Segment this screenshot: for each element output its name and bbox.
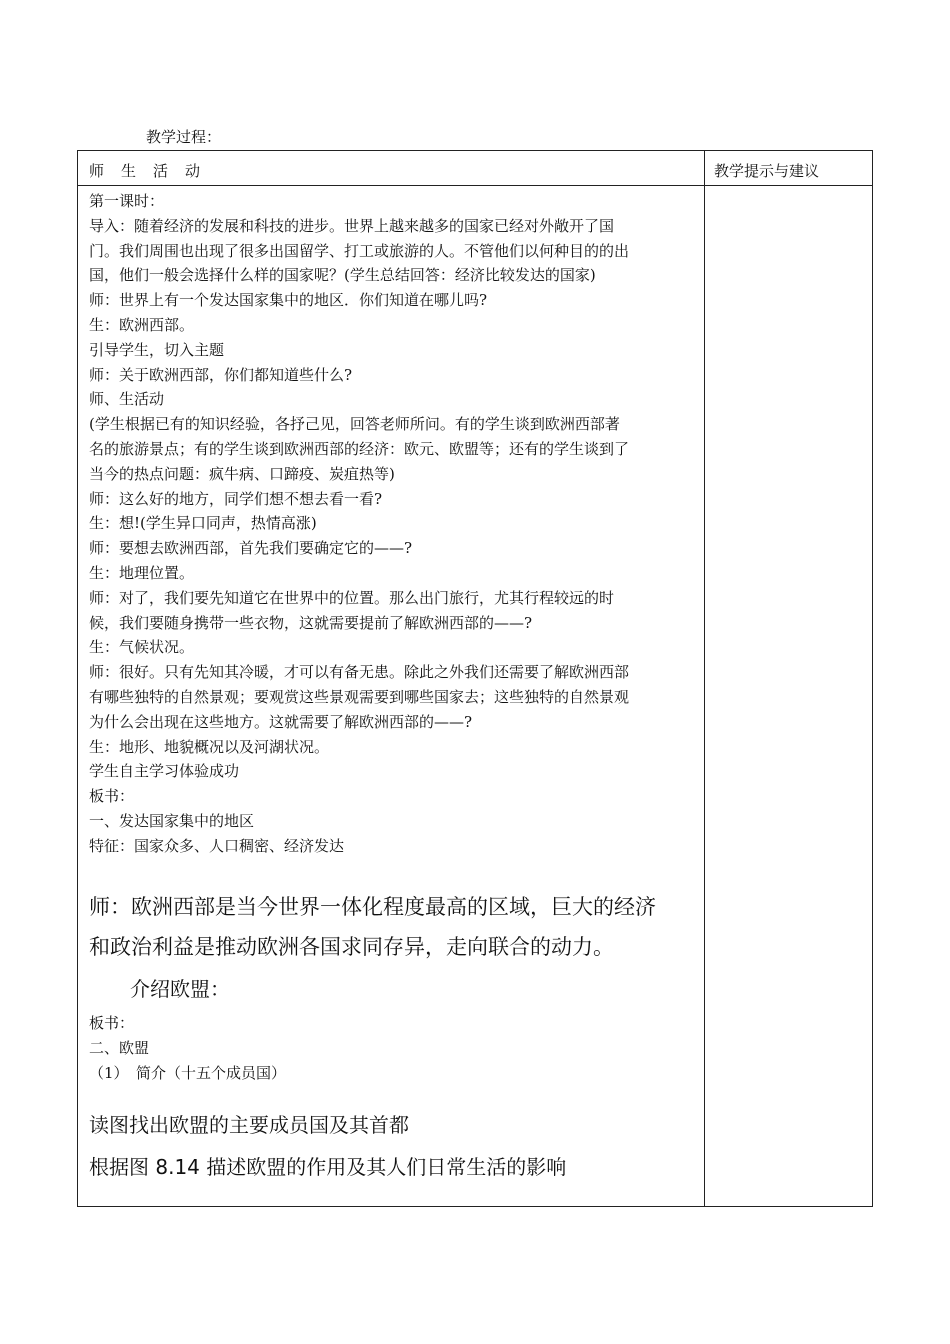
text-line: 板书： [89, 1014, 135, 1032]
eu-intro-line-1: 师：欧洲西部是当今世界一体化程度最高的区域，巨大的经济 [89, 895, 656, 919]
text-line: 生：想!(学生异口同声，热情高涨) [89, 514, 317, 533]
text-line: 名的旅游景点；有的学生谈到欧洲西部的经济：欧元、欧盟等；还有的学生谈到了 [89, 439, 630, 458]
eu-intro-heading: 介绍欧盟： [130, 977, 230, 1001]
eu-intro-line-2: 和政治利益是推动欧洲各国求同存异，走向联合的动力。 [89, 935, 614, 959]
text-line: 师、生活动 [89, 390, 165, 409]
text-line: 学生自主学习体验成功 [89, 762, 240, 781]
text-line: 师：要想去欧洲西部，首先我们要确定它的——? [89, 539, 413, 558]
text-line: 生：气候状况。 [89, 638, 195, 657]
text-line: 师：对了，我们要先知道它在世界中的位置。那么出门旅行，尤其行程较远的时 [89, 588, 615, 607]
text-line: 师：关于欧洲西部，你们都知道些什么? [89, 365, 353, 384]
column-divider [704, 151, 705, 1206]
header-divider [78, 185, 872, 186]
eu-board-notes [89, 1011, 695, 1085]
map-task-line: 读图找出欧盟的主要成员国及其首都 [89, 1113, 409, 1137]
lesson-table [77, 150, 873, 1207]
section-heading: 教学过程： [146, 128, 222, 146]
text-line: 生：地形、地貌概况以及河湖状况。 [89, 737, 330, 756]
text-line: 师：这么好的地方，同学们想不想去看一看? [89, 489, 383, 508]
text-line: 生：欧洲西部。 [89, 315, 195, 334]
text-line: (学生根据已有的知识经验，各抒己见，回答老师所问。有的学生谈到欧洲西部著 [89, 415, 620, 434]
text-line: 一、发达国家集中的地区 [89, 811, 255, 830]
text-line: 候，我们要随身携带一些衣物，这就需要提前了解欧洲西部的——? [89, 613, 533, 632]
activity-content [89, 189, 695, 859]
text-line: 门。我们周围也出现了很多出国留学、打工或旅游的人。不管他们以何种目的的出 [89, 241, 630, 260]
text-line: 引导学生，切入主题 [89, 340, 225, 359]
text-line: 师：很好。只有先知其冷暖，才可以有备无患。除此之外我们还需要了解欧洲西部 [89, 663, 630, 682]
text-line: 导入：随着经济的发展和科技的进步。世界上越来越多的国家已经对外敞开了国 [89, 216, 615, 235]
activity-column-header: 师 生 活 动 [89, 162, 202, 180]
text-line: 师：世界上有一个发达国家集中的地区．你们知道在哪儿吗? [89, 291, 488, 310]
figure-task-line: 根据图 8.14 描述欧盟的作用及其人们日常生活的影响 [89, 1155, 567, 1179]
text-line: （1） 简介（十五个成员国） [89, 1063, 287, 1082]
text-line: 板书： [89, 787, 135, 806]
tips-column-header: 教学提示与建议 [714, 162, 820, 180]
text-line: 第一课时： [89, 192, 165, 210]
text-line: 特征：国家众多、人口稠密、经济发达 [89, 836, 345, 855]
text-line: 有哪些独特的自然景观；要观赏这些景观需要到哪些国家去；这些独特的自然景观 [89, 687, 630, 706]
text-line: 当今的热点问题：疯牛病、口蹄疫、炭疽热等) [89, 464, 395, 483]
text-line: 为什么会出现在这些地方。这就需要了解欧洲西部的——? [89, 712, 473, 731]
text-line: 国，他们一般会选择什么样的国家呢？(学生总结回答：经济比较发达的国家) [89, 266, 596, 285]
text-line: 生：地理位置。 [89, 563, 195, 582]
text-line: 二、欧盟 [89, 1038, 150, 1057]
